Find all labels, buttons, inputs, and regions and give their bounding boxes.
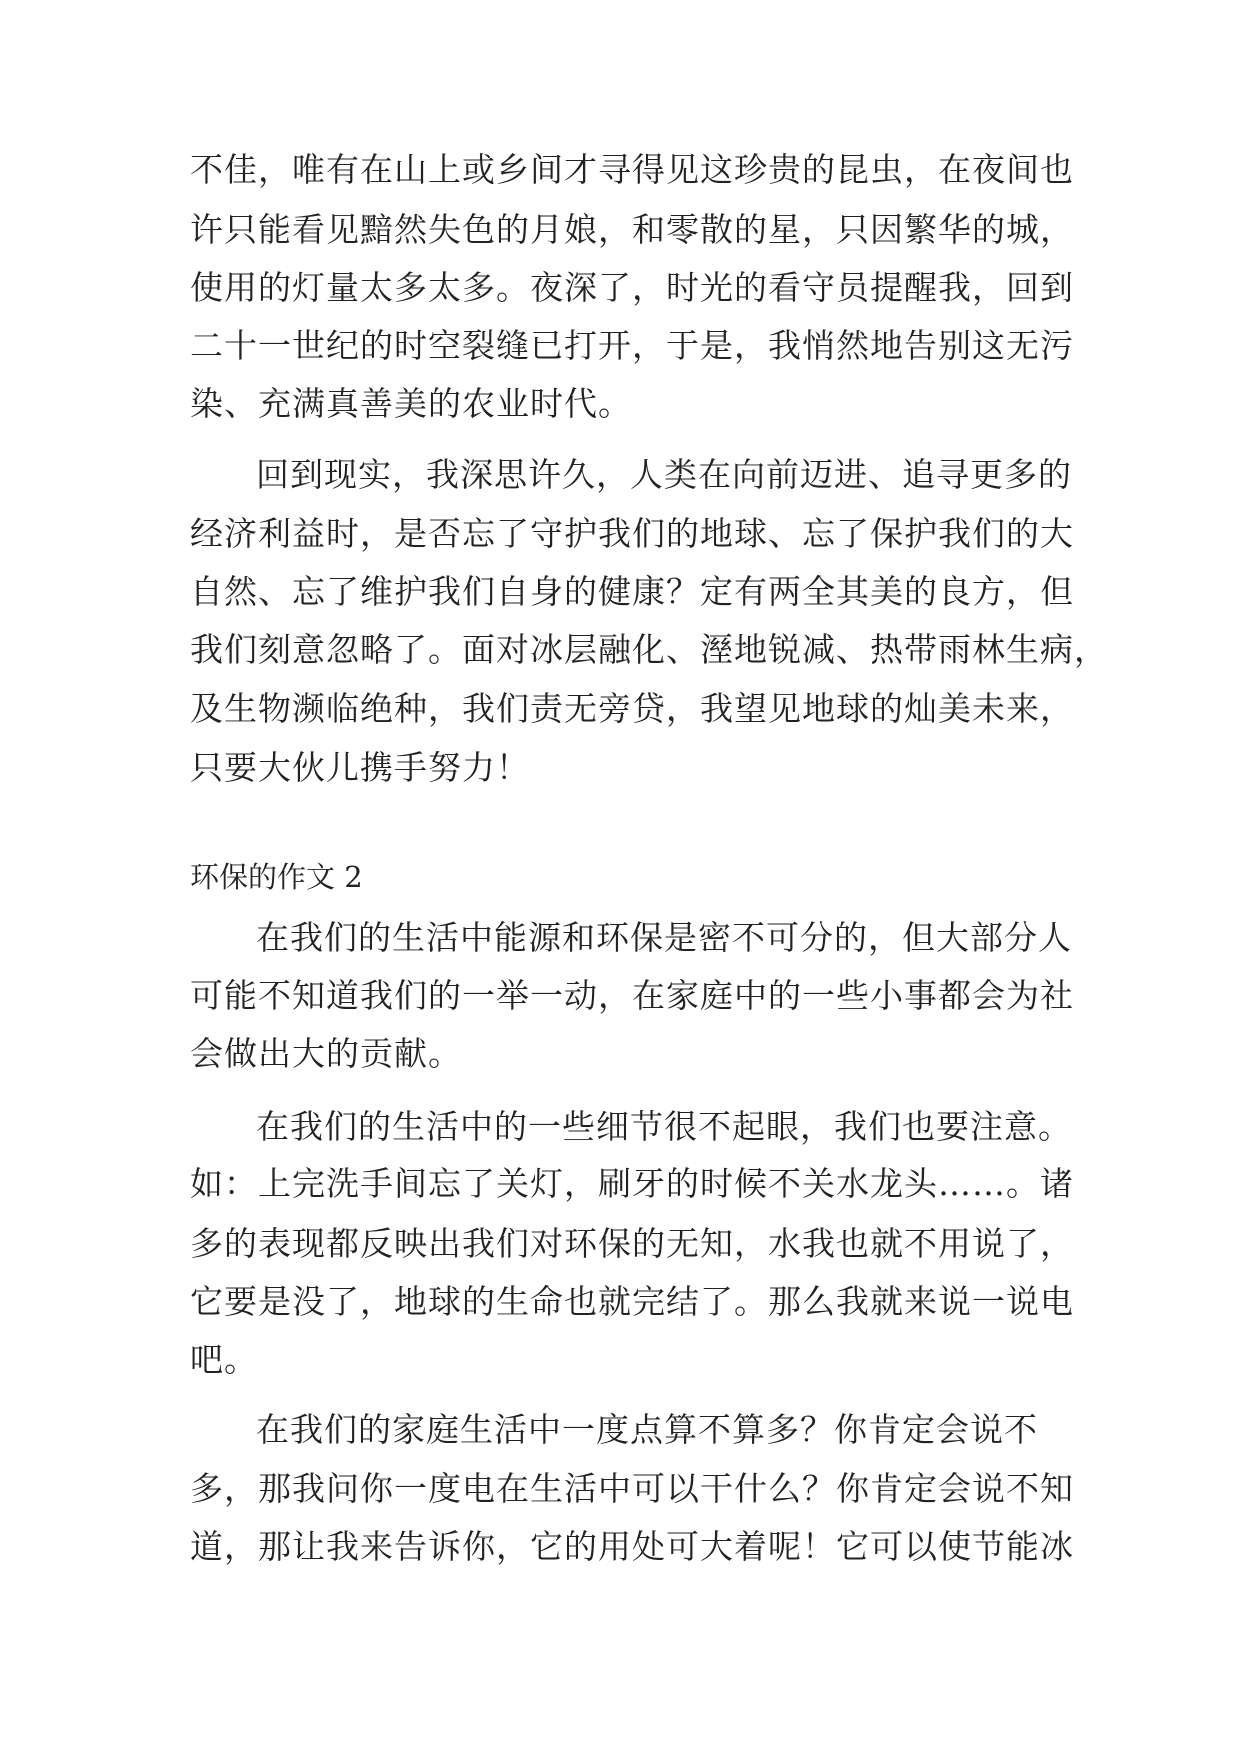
text-line: 回到现实，我深思许久，人类在向前迈进、追寻更多的: [256, 455, 1072, 494]
text-line: 在我们的生活中能源和环保是密不可分的，但大部分人: [256, 918, 1072, 957]
text-line: 如：上完洗手间忘了关灯，刷牙的时候不关水龙头……。诸: [190, 1164, 1074, 1203]
text-line: 许只能看见黯然失色的月娘，和零散的星，只因繁华的城，: [190, 210, 1074, 249]
text-line: 吧。: [190, 1340, 258, 1379]
text-line: 道，那让我来告诉你，它的用处可大着呢！它可以使节能冰: [190, 1527, 1074, 1566]
section-heading: 环保的作文 2: [190, 860, 363, 894]
text-line: 经济利益时，是否忘了守护我们的地球、忘了保护我们的大: [190, 514, 1074, 553]
text-line: 二十一世纪的时空裂缝已打开，于是，我悄然地告别这无污: [190, 326, 1074, 365]
text-line: 使用的灯量太多太多。夜深了，时光的看守员提醒我，回到: [190, 268, 1074, 307]
text-line: 自然、忘了维护我们自身的健康？定有两全其美的良方，但: [190, 572, 1074, 611]
text-line: 我们刻意忽略了。面对冰层融化、溼地锐减、热带雨林生病，: [190, 630, 1108, 669]
text-line: 多的表现都反映出我们对环保的无知，水我也就不用说了，: [190, 1224, 1074, 1263]
text-line: 在我们的生活中的一些细节很不起眼，我们也要注意。: [256, 1107, 1072, 1146]
text-line: 染、充满真善美的农业时代。: [190, 384, 632, 423]
text-line: 可能不知道我们的一举一动，在家庭中的一些小事都会为社: [190, 976, 1074, 1015]
text-line: 只要大伙儿携手努力！: [190, 748, 530, 787]
text-line: 在我们的家庭生活中一度点算不算多？你肯定会说不: [256, 1410, 1038, 1449]
text-line: 及生物濒临绝种，我们责无旁贷，我望见地球的灿美未来，: [190, 689, 1074, 728]
text-line: 它要是没了，地球的生命也就完结了。那么我就来说一说电: [190, 1282, 1074, 1321]
text-line: 多，那我问你一度电在生活中可以干什么？你肯定会说不知: [190, 1469, 1074, 1508]
text-line: 会做出大的贡献。: [190, 1034, 462, 1073]
text-line: 不佳，唯有在山上或乡间才寻得见这珍贵的昆虫，在夜间也: [190, 150, 1074, 189]
